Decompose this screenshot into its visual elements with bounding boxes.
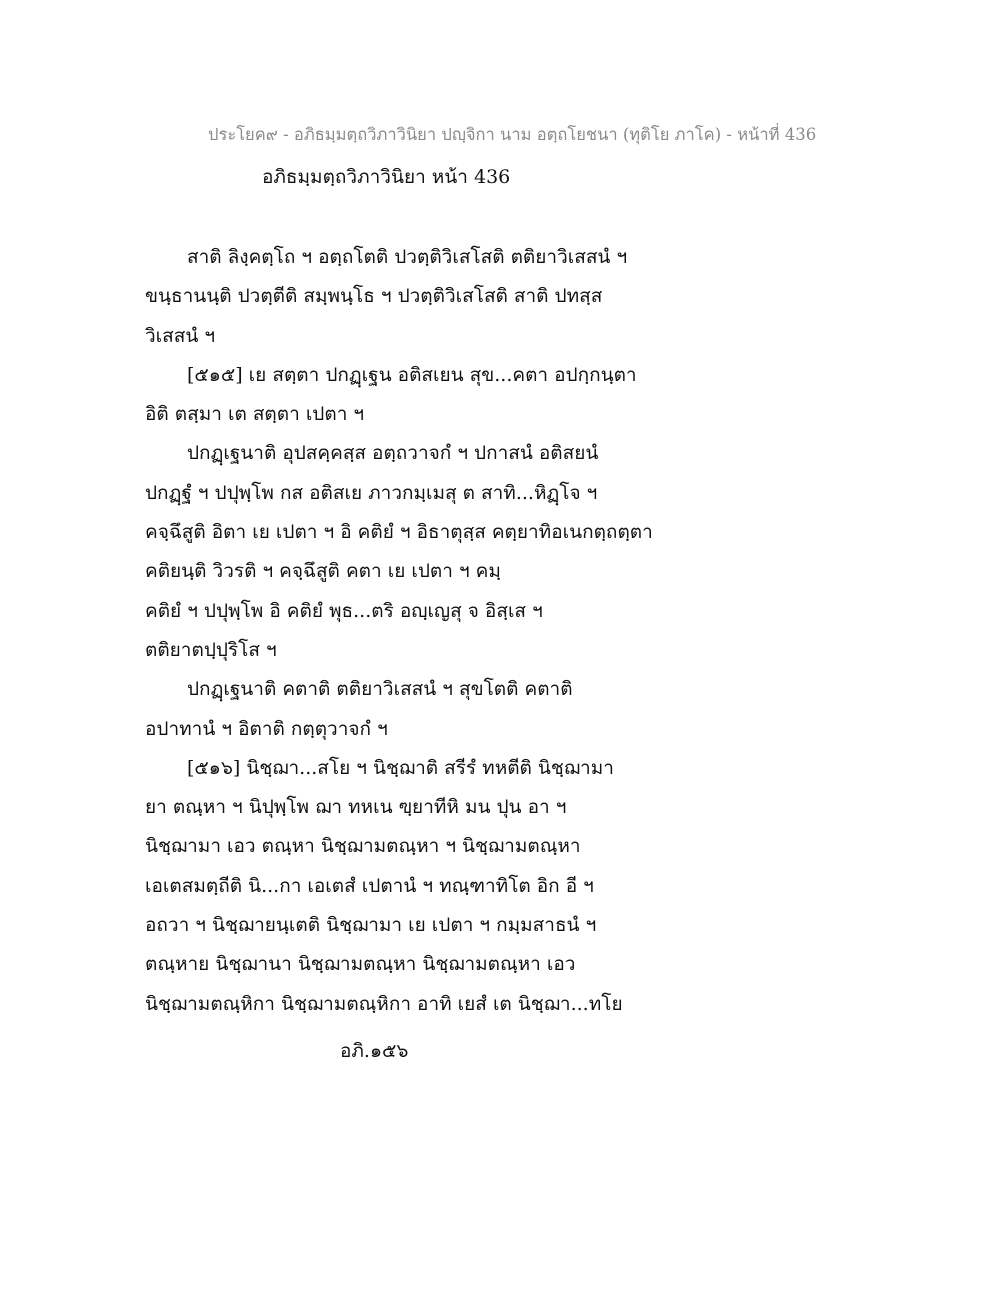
text-line: อถวา ฯ นิชฺฌายนฺเตติ นิชฺฌามา เย เปตา ฯ กมฺมสาธนํ ฯ	[145, 914, 597, 937]
text-line: นิชฺฌามา เอว ตณฺหา นิชฺฌามตณฺหา ฯ นิชฺฌามตณฺหา	[145, 835, 581, 858]
text-line: อิติ ตสฺมา เต สตฺตา เปตา ฯ	[145, 403, 365, 426]
text-line: ยา ตณฺหา ฯ นิปุพฺโพ ฌา ทหเน ฃฺยาทีหิ มน ปุน อา ฯ	[145, 796, 567, 819]
text-line: นิชฺฌามตณฺหิกา นิชฺฌามตณฺหิกา อาทิ เยสํ เต นิชฺฌา...ทโย	[145, 992, 623, 1015]
text-line: คจฺฉึสูติ อิตา เย เปตา ฯ อิ คติยํ ฯ อิธาตุสฺส คตฺยาทิอเนกตฺถตฺตา	[145, 521, 653, 544]
text-line: ปกฏฺฐํ ฯ ปปุพฺโพ กส อติสเย ภาวกมฺเมสุ ต สาทิ...หิฏฺโจ ฯ	[145, 481, 598, 504]
text-line: [๕๑๖] นิชฺฌา...สโย ฯ นิชฺฌาติ สรีรํ ทหตีติ นิชฺฌามา	[187, 756, 614, 779]
text-line: ปกฏฺเฐนาติ อุปสคฺคสฺส อตฺถวาจกํ ฯ ปกาสนํ อติสยนํ	[187, 442, 599, 465]
text-line: ขนฺธานนฺติ ปวตฺตีติ สมฺพนฺโธ ฯ ปวตฺติวิเสโสติ สาติ ปทสฺส	[145, 285, 603, 308]
page-title: อภิธมฺมตฺถวิภาวินิยา หน้า 436	[262, 166, 511, 188]
text-line: คติยํ ฯ ปปุพฺโพ อิ คติยํ พุธ...ตริ อญฺเญสุ จ อิสฺเส ฯ	[145, 599, 543, 622]
body-text	[145, 238, 705, 1024]
text-line: ปกฏฺเฐนาติ คตาติ ตติยาวิเสสนํ ฯ สุขโตติ คตาติ	[187, 678, 573, 701]
text-line: อปาทานํ ฯ อิตาติ กตฺตุวาจกํ ฯ	[145, 717, 388, 740]
text-line: สาติ ลิงฺคตฺโถ ฯ อตฺถโตติ ปวตฺติวิเสโสติ ตติยาวิเสสนํ ฯ	[187, 246, 628, 268]
text-line: วิเสสนํ ฯ	[145, 324, 216, 347]
running-header: ประโยค๙ - อภิธมฺมตฺถวิภาวินิยา ปญฺจิกา นาม อตฺถโยชนา (ทุติโย ภาโค) - หน้าที่ 436	[208, 125, 817, 144]
footer-code: อภิ.๑๕๖	[340, 1040, 409, 1062]
text-line: คติยนฺติ วิวรติ ฯ คจฺฉึสูติ คตา เย เปตา ฯ คมฺ	[145, 560, 501, 583]
text-line: [๕๑๕] เย สตฺตา ปกฏฺเฐน อติสเยน สุข...คตา อปกฺกนฺตา	[187, 363, 637, 386]
text-line: ตณฺหาย นิชฺฌานา นิชฺฌามตณฺหา นิชฺฌามตณฺหา เอว	[145, 953, 576, 976]
text-line: เอเตสมตฺถีติ นิ...กา เอเตสํ เปตานํ ฯ ทณฺฑาทิโต อิก อี ฯ	[145, 874, 594, 897]
text-line: ตติยาตปฺปุริโส ฯ	[145, 638, 277, 661]
